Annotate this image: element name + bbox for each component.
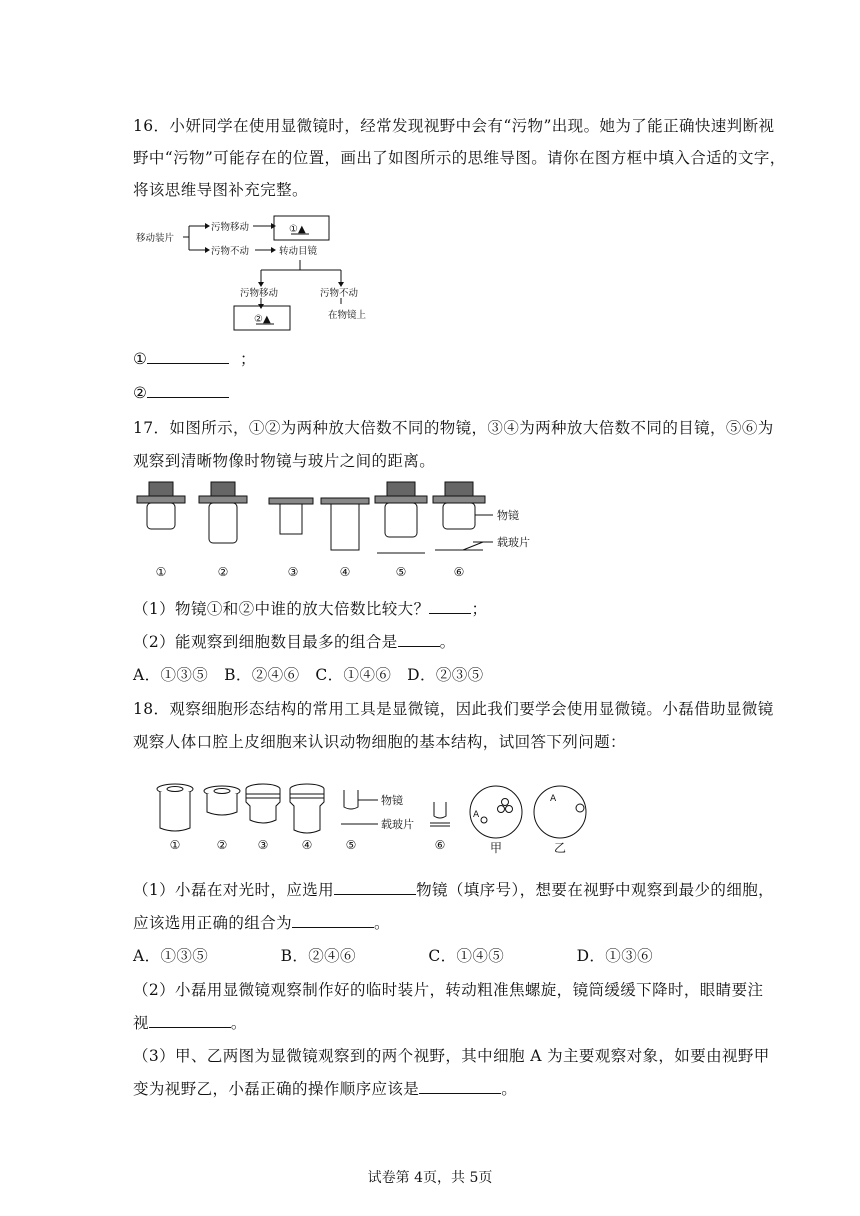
- q18-sub1-text-b: 物镜（填序号），想要在视野中观察到最少的细胞，: [416, 881, 775, 899]
- mm-on-objective: 在物镜上: [328, 310, 367, 321]
- q18-option-b: B．②④⑥: [280, 947, 356, 965]
- q18-sub3-blank[interactable]: [419, 1078, 501, 1094]
- q18-sub2-text-c: 。: [230, 1014, 247, 1032]
- q18-fig-label-2: ②: [216, 838, 228, 852]
- q17-fig-label-6: ⑥: [453, 565, 465, 579]
- q18-sub2-line2: [133, 1011, 247, 1033]
- q18-sub1-blank2[interactable]: [292, 912, 374, 928]
- q16-answer2: [133, 382, 229, 402]
- q16-line2: 野中“污物”可能存在的位置，画出了如图所示的思维导图。请你在图方框中填入合适的文字，: [133, 149, 786, 167]
- mm-dirt-moves-2: 污物移动: [240, 288, 279, 299]
- mm-rotate-eyepiece: 转动目镜: [279, 246, 318, 257]
- page-footer: 试卷第 4页，共 5页: [367, 1170, 493, 1186]
- q18-sub1-text-c: 应该选用正确的组合为: [133, 914, 293, 932]
- q16-line3: 将该思维导图补充完整。: [133, 181, 308, 199]
- q17-fig-label-4: ④: [339, 565, 351, 579]
- q16-line1: 16．小妍同学在使用显微镜时，经常发现视野中会有“污物”出现。她为了能正确快速判断视: [133, 117, 775, 135]
- q17-sub1-text: （1）物镜①和②中谁的放大倍数比较大？: [133, 600, 430, 618]
- q18-option-d: D．①③⑥: [576, 947, 653, 965]
- q17-sub1-blank[interactable]: [429, 598, 471, 614]
- q18-sub1-line1: [133, 878, 774, 900]
- q18-slide-label: 载玻片: [381, 818, 414, 831]
- q18-sub2-line1: （2）小磊用显微镜观察制作好的临时装片，转动粗准焦螺旋，镜筒缓缓下降时，眼睛要注: [133, 981, 764, 999]
- q18-fig-label-4: ④: [301, 838, 313, 852]
- mm-dirt-moves: 污物移动: [211, 222, 250, 233]
- q17-fig-label-1: ①: [155, 565, 167, 579]
- mm-box2-label: ②▲: [254, 314, 271, 325]
- q18-sub1-text-d: 。: [374, 914, 390, 932]
- q17-lens-figure: [133, 480, 553, 582]
- q18-fig-label-3: ③: [257, 838, 269, 852]
- q16-ans1-blank[interactable]: [147, 348, 229, 364]
- q16-ans1-suffix: ；: [239, 350, 256, 368]
- q18-fig-label-5: ⑤: [345, 838, 357, 852]
- mm-dirt-still-2: 污物不动: [320, 288, 359, 299]
- q18-line1: 18．观察细胞形态结构的常用工具是显微镜，因此我们要学会使用显微镜。小磊借助显微镜: [133, 700, 774, 718]
- q16-answer1: [133, 347, 256, 369]
- q17-sub2-text: （2）能观察到细胞数目最多的组合是: [133, 633, 398, 651]
- q16-ans2-mark: ②: [133, 384, 148, 402]
- q16-ans2-blank[interactable]: [147, 382, 229, 398]
- q18-fig-label-1: ①: [169, 838, 181, 852]
- q18-sub3-text-b: 变为视野乙，小磊正确的操作顺序应该是: [133, 1080, 420, 1098]
- q18-option-c: C．①④⑤: [428, 947, 505, 965]
- q17-sub2-blank[interactable]: [398, 631, 440, 647]
- q18-sub1-line2: [133, 911, 390, 933]
- q18-line2: 观察人体口腔上皮细胞来认识动物细胞的基本结构，试回答下列问题：: [133, 733, 626, 751]
- q17-options: A．①③⑤ B．②④⑥ C．①④⑥ D．②③⑤: [133, 666, 484, 684]
- q17-fig-label-3: ③: [287, 565, 299, 579]
- q16-mind-map: [133, 212, 373, 336]
- q17-fig-label-2: ②: [217, 565, 229, 579]
- q17-sub2: [133, 630, 456, 652]
- q18-options: [133, 944, 653, 966]
- q18-sub2-blank[interactable]: [149, 1012, 231, 1028]
- q18-sub1-text-a: （1）小磊在对光时，应选用: [133, 881, 335, 899]
- q18-cell-a-1: A: [473, 810, 480, 820]
- q17-slide-label: 载玻片: [497, 536, 530, 549]
- q18-objective-label: 物镜: [381, 794, 403, 807]
- q18-sub2-text-b: 视: [133, 1014, 149, 1032]
- q17-sub2-suffix: 。: [439, 633, 456, 651]
- q18-cell-a-2: A: [550, 794, 557, 804]
- q17-sub1: [133, 597, 487, 619]
- q18-fig-label-6: ⑥: [434, 838, 446, 852]
- mm-dirt-still: 污物不动: [211, 246, 250, 257]
- mm-move-slide: 移动装片: [136, 233, 175, 244]
- q18-fig-label-yi: 乙: [553, 841, 567, 855]
- q18-sub3-line2: [133, 1077, 517, 1099]
- q17-fig-label-5: ⑤: [395, 565, 407, 579]
- q18-sub1-blank1[interactable]: [334, 879, 416, 895]
- q17-sub1-suffix: ；: [471, 600, 488, 618]
- q18-fig-label-jia: 甲: [489, 841, 503, 855]
- q18-sub3-line1: （3）甲、乙两图为显微镜观察到的两个视野，其中细胞 A 为主要观察对象，如要由视野甲: [133, 1047, 770, 1065]
- q17-objective-label: 物镜: [497, 509, 519, 522]
- q18-option-a: A．①③⑤: [133, 947, 209, 965]
- mm-box1-label: ①▲: [289, 224, 306, 235]
- q17-line1: 17．如图所示，①②为两种放大倍数不同的物镜，③④为两种放大倍数不同的目镜，⑤⑥为: [133, 419, 774, 437]
- q18-sub3-text-c: 。: [501, 1080, 518, 1098]
- q17-line2: 观察到清晰物像时物镜与玻片之间的距离。: [133, 452, 436, 470]
- q16-ans1-mark: ①: [133, 350, 148, 368]
- q18-microscope-figure: [150, 780, 590, 856]
